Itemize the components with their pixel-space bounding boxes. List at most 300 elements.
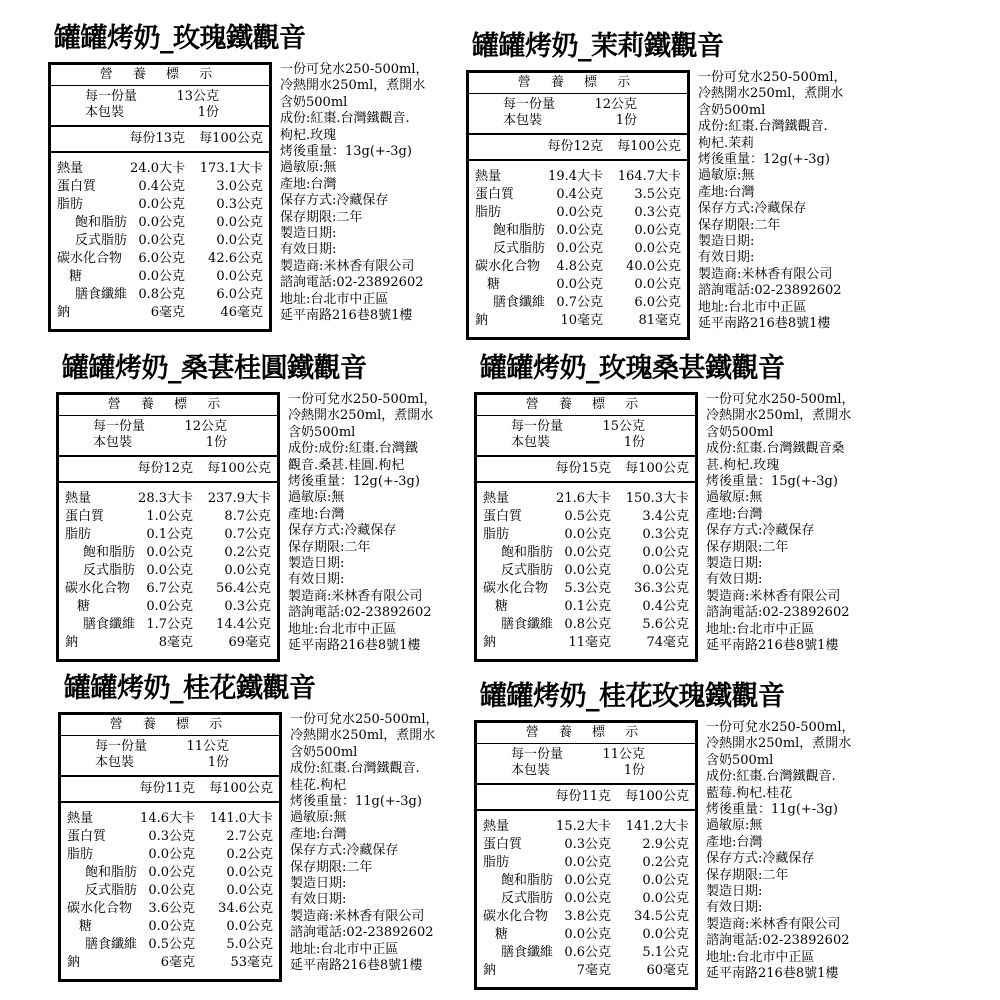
per-100g-value: 3.4公克 xyxy=(642,509,689,524)
info-line: 延平南路216巷8號1樓 xyxy=(706,966,839,982)
nutrient-row xyxy=(469,205,687,221)
divider xyxy=(51,125,269,127)
info-line: 成份:紅棗.台灣鐵觀音桑 xyxy=(706,441,845,457)
info-line: 過敏原:無 xyxy=(706,818,763,834)
info-line: 枸杞.茉莉 xyxy=(698,135,755,151)
divider xyxy=(469,93,687,94)
servings-value: 1份 xyxy=(197,105,219,120)
product-title: 罐罐烤奶_茉莉鐵觀音 xyxy=(472,31,724,62)
info-line: 保存方式:冷藏保存 xyxy=(280,193,389,209)
info-line: 保存方式:冷藏保存 xyxy=(698,201,807,217)
per-100g-value: 0.0公克 xyxy=(216,215,263,230)
divider xyxy=(61,801,279,803)
nutrient-row xyxy=(469,223,687,239)
nutrient-row xyxy=(61,883,279,899)
per-100g-value: 60毫克 xyxy=(646,963,689,978)
per-100g-value: 3.5公克 xyxy=(634,187,681,202)
per-serving-label: 每一份量 xyxy=(95,739,148,754)
info-line: 地址:台北市中正區 xyxy=(288,621,397,637)
package-label: 本包裝 xyxy=(511,435,551,450)
divider xyxy=(51,85,269,86)
nutrient-row xyxy=(59,617,277,633)
divider xyxy=(477,481,695,483)
divider xyxy=(51,151,269,153)
per-100g-value: 0.0公克 xyxy=(634,223,681,238)
per-serving-value: 6.7公克 xyxy=(146,581,193,596)
serving-size-value: 12公克 xyxy=(594,97,637,112)
per-serving-value: 0.0公克 xyxy=(564,527,611,542)
nutrition-header: 營 養 標 示 xyxy=(517,75,639,90)
info-line: 甚.枸杞.玫瑰 xyxy=(706,457,780,473)
package-label: 本包裝 xyxy=(511,763,551,778)
nutrient-name: 熱量 xyxy=(65,491,92,506)
divider xyxy=(61,775,279,777)
per-serving-value: 5.3公克 xyxy=(564,581,611,596)
per-serving-value: 3.6公克 xyxy=(148,901,195,916)
info-line: 製造商:米林香有限公司 xyxy=(706,588,841,604)
per-serving-value: 3.8公克 xyxy=(564,909,611,924)
nutrient-row xyxy=(477,909,695,925)
nutrient-name: 鈉 xyxy=(65,635,79,650)
per-100g-value: 0.3公克 xyxy=(216,197,263,212)
serving-size-value: 12公克 xyxy=(184,419,227,434)
nutrient-row xyxy=(61,829,279,845)
nutrient-row xyxy=(477,927,695,943)
per-serving-value: 0.0公克 xyxy=(564,545,611,560)
nutrient-row xyxy=(477,509,695,525)
per-100g-value: 237.9大卡 xyxy=(207,491,271,506)
nutrient-name: 蛋白質 xyxy=(65,509,105,524)
info-line: 延平南路216巷8號1樓 xyxy=(288,638,421,654)
per-100g-value: 40.0公克 xyxy=(626,259,681,274)
per-100g-value: 0.0公克 xyxy=(642,927,689,942)
nutrient-row xyxy=(469,169,687,185)
info-line: 烤後重量：13g(+-3g) xyxy=(280,144,412,160)
nutrient-name: 膳食纖維 xyxy=(501,945,554,960)
per-serving-value: 0.0公克 xyxy=(556,277,603,292)
per-100g-value: 164.7大卡 xyxy=(617,169,681,184)
serving-size-value: 11公克 xyxy=(602,747,645,762)
per-100g-value: 42.6公克 xyxy=(208,251,263,266)
per-serving-value: 6毫克 xyxy=(160,955,195,970)
nutrient-name: 飽和脂肪 xyxy=(501,545,554,560)
info-line: 烤後重量：12g(+-3g) xyxy=(288,474,420,490)
info-line: 一份可兌水250-500ml， xyxy=(698,70,847,85)
per-100g-column-header: 每100公克 xyxy=(617,139,681,154)
per-serving-value: 6毫克 xyxy=(150,305,185,320)
nutrient-row xyxy=(59,635,277,651)
nutrient-name: 飽和脂肪 xyxy=(83,545,136,560)
per-100g-value: 0.0公克 xyxy=(634,277,681,292)
per-serving-value: 0.0公克 xyxy=(148,883,195,898)
per-serving-value: 0.5公克 xyxy=(564,509,611,524)
per-serving-column-header: 每份12克 xyxy=(547,139,603,154)
info-line: 桂花.枸杞 xyxy=(290,777,347,793)
nutrient-row xyxy=(61,865,279,881)
nutrient-row xyxy=(51,287,269,303)
nutrient-name: 反式脂肪 xyxy=(501,891,554,906)
per-serving-value: 0.1公克 xyxy=(146,527,193,542)
info-line: 製造商:米林香有限公司 xyxy=(280,258,415,274)
info-line: 製造日期: xyxy=(288,556,345,572)
info-line: 有效日期: xyxy=(290,892,347,908)
servings-value: 1份 xyxy=(207,755,229,770)
nutrition-header: 營 養 標 示 xyxy=(109,717,231,732)
per-100g-value: 0.3公克 xyxy=(634,205,681,220)
info-line: 含奶500ml xyxy=(290,744,358,760)
info-line: 諮詢電話:02-23892602 xyxy=(280,275,424,291)
nutrient-row xyxy=(477,837,695,853)
per-100g-value: 173.1大卡 xyxy=(199,161,263,176)
info-line: 延平南路216巷8號1樓 xyxy=(290,958,423,974)
info-line: 一份可兌水250-500ml， xyxy=(288,392,437,407)
divider xyxy=(59,415,277,416)
per-100g-value: 141.0大卡 xyxy=(209,811,273,826)
per-serving-value: 7毫克 xyxy=(576,963,611,978)
info-line: 產地:台灣 xyxy=(280,176,337,192)
info-line: 保存期限:二年 xyxy=(288,539,371,555)
info-line: 諮詢電話:02-23892602 xyxy=(706,605,850,621)
nutrient-name: 飽和脂肪 xyxy=(501,873,554,888)
info-line: 保存期限:二年 xyxy=(698,217,781,233)
info-line: 有效日期: xyxy=(698,250,755,266)
nutrition-facts-box xyxy=(56,392,280,662)
nutrient-name: 碳水化合物 xyxy=(483,581,549,596)
info-line: 含奶500ml xyxy=(288,424,356,440)
info-line: 一份可兌水250-500ml， xyxy=(706,720,855,735)
info-line: 一份可兌水250-500ml， xyxy=(280,62,429,77)
per-serving-value: 8毫克 xyxy=(158,635,193,650)
per-serving-column-header: 每份11克 xyxy=(555,789,611,804)
nutrient-name: 脂肪 xyxy=(483,527,510,542)
per-serving-value: 0.0公克 xyxy=(564,891,611,906)
info-line: 過敏原:無 xyxy=(280,160,337,176)
nutrient-name: 鈉 xyxy=(67,955,81,970)
per-serving-value: 1.7公克 xyxy=(146,617,193,632)
nutrient-row xyxy=(477,635,695,651)
divider xyxy=(61,735,279,736)
nutrient-row xyxy=(51,197,269,213)
nutrient-name: 飽和脂肪 xyxy=(85,865,138,880)
nutrient-name: 糖 xyxy=(79,919,93,934)
nutrient-row xyxy=(51,305,269,321)
nutrient-row xyxy=(61,937,279,953)
nutrient-row xyxy=(477,599,695,615)
per-100g-value: 0.7公克 xyxy=(224,527,271,542)
divider xyxy=(477,809,695,811)
nutrient-name: 脂肪 xyxy=(65,527,92,542)
per-serving-value: 0.0公克 xyxy=(138,269,185,284)
per-serving-column-header: 每份13克 xyxy=(129,131,185,146)
per-serving-value: 0.0公克 xyxy=(146,599,193,614)
nutrient-row xyxy=(477,563,695,579)
nutrient-name: 熱量 xyxy=(483,819,510,834)
info-line: 保存期限:二年 xyxy=(706,867,789,883)
per-100g-value: 0.2公克 xyxy=(226,847,273,862)
per-serving-value: 0.8公克 xyxy=(138,287,185,302)
info-line: 成份:成份:紅棗.台灣鐵 xyxy=(288,441,418,457)
per-serving-value: 0.0公克 xyxy=(138,233,185,248)
per-100g-value: 0.2公克 xyxy=(224,545,271,560)
per-serving-label: 每一份量 xyxy=(503,97,556,112)
info-line: 製造商:米林香有限公司 xyxy=(290,908,425,924)
nutrition-panel-2 xyxy=(466,30,956,350)
nutrient-row xyxy=(61,811,279,827)
per-serving-value: 6.0公克 xyxy=(138,251,185,266)
per-serving-column-header: 每份12克 xyxy=(137,461,193,476)
info-line: 地址:台北市中正區 xyxy=(706,949,815,965)
nutrient-row xyxy=(59,491,277,507)
info-line: 冷熱開水250ml，煮開水 xyxy=(288,408,434,424)
info-line: 冷熱開水250ml，煮開水 xyxy=(290,728,436,744)
per-serving-value: 19.4大卡 xyxy=(548,169,603,184)
per-100g-value: 3.0公克 xyxy=(216,179,263,194)
per-serving-value: 15.2大卡 xyxy=(556,819,611,834)
per-100g-value: 0.0公克 xyxy=(226,919,273,934)
per-100g-value: 0.0公克 xyxy=(224,563,271,578)
info-line: 成份:紅棗.台灣鐵觀音. xyxy=(698,119,828,135)
nutrient-name: 鈉 xyxy=(483,635,497,650)
info-line: 地址:台北市中正區 xyxy=(706,621,815,637)
info-line: 成份:紅棗.台灣鐵觀音. xyxy=(706,769,836,785)
product-title: 罐罐烤奶_桂花鐵觀音 xyxy=(64,673,316,704)
info-line: 有效日期: xyxy=(280,242,337,258)
per-100g-value: 74毫克 xyxy=(646,635,689,650)
per-100g-column-header: 每100公克 xyxy=(199,131,263,146)
nutrition-facts-box xyxy=(48,62,272,332)
per-serving-value: 0.0公克 xyxy=(148,919,195,934)
info-line: 產地:台灣 xyxy=(288,506,345,522)
per-100g-value: 14.4公克 xyxy=(216,617,271,632)
nutrient-name: 蛋白質 xyxy=(483,837,523,852)
nutrient-row xyxy=(51,233,269,249)
info-line: 產地:台灣 xyxy=(290,826,347,842)
nutrient-name: 膳食纖維 xyxy=(493,295,546,310)
info-line: 製造日期: xyxy=(706,556,763,572)
nutrient-row xyxy=(477,945,695,961)
nutrient-name: 碳水化合物 xyxy=(57,251,123,266)
per-100g-value: 0.0公克 xyxy=(642,891,689,906)
info-line: 烤後重量：11g(+-3g) xyxy=(706,802,838,818)
nutrient-name: 熱量 xyxy=(67,811,94,826)
nutrition-facts-box xyxy=(466,70,690,340)
info-line: 一份可兌水250-500ml， xyxy=(290,712,439,727)
info-line: 烤後重量：15g(+-3g) xyxy=(706,474,838,490)
per-serving-value: 0.4公克 xyxy=(556,187,603,202)
divider xyxy=(469,159,687,161)
per-100g-value: 150.3大卡 xyxy=(625,491,689,506)
per-100g-value: 5.1公克 xyxy=(642,945,689,960)
per-serving-column-header: 每份15克 xyxy=(555,461,611,476)
nutrient-row xyxy=(477,891,695,907)
nutrient-row xyxy=(59,527,277,543)
info-line: 地址:台北市中正區 xyxy=(698,299,807,315)
servings-value: 1份 xyxy=(623,763,645,778)
per-100g-value: 0.0公克 xyxy=(216,233,263,248)
per-100g-value: 0.0公克 xyxy=(226,865,273,880)
per-100g-value: 141.2大卡 xyxy=(625,819,689,834)
nutrient-row xyxy=(469,313,687,329)
nutrient-name: 糖 xyxy=(77,599,91,614)
product-info xyxy=(706,720,964,983)
nutrient-row xyxy=(469,259,687,275)
product-title: 罐罐烤奶_桂花玫瑰鐵觀音 xyxy=(480,681,785,712)
product-title: 罐罐烤奶_玫瑰鐵觀音 xyxy=(54,23,306,54)
info-line: 有效日期: xyxy=(706,900,763,916)
serving-size-value: 13公克 xyxy=(176,89,219,104)
info-line: 冷熱開水250ml，煮開水 xyxy=(698,86,844,102)
nutrient-name: 反式脂肪 xyxy=(83,563,136,578)
per-100g-value: 36.3公克 xyxy=(634,581,689,596)
info-line: 有效日期: xyxy=(706,572,763,588)
nutrient-name: 鈉 xyxy=(475,313,489,328)
nutrient-name: 膳食纖維 xyxy=(83,617,136,632)
per-100g-value: 0.2公克 xyxy=(642,855,689,870)
info-line: 觀音.桑甚.桂圓.枸杞 xyxy=(288,457,405,473)
per-100g-value: 0.3公克 xyxy=(642,527,689,542)
nutrient-name: 鈉 xyxy=(483,963,497,978)
per-serving-value: 0.3公克 xyxy=(564,837,611,852)
serving-size-value: 15公克 xyxy=(602,419,645,434)
package-label: 本包裝 xyxy=(95,755,135,770)
per-serving-value: 10毫克 xyxy=(560,313,603,328)
nutrient-name: 熱量 xyxy=(483,491,510,506)
info-line: 產地:台灣 xyxy=(698,184,755,200)
nutrient-name: 脂肪 xyxy=(57,197,84,212)
info-line: 延平南路216巷8號1樓 xyxy=(706,638,839,654)
nutrition-panel-4 xyxy=(474,352,964,672)
nutrition-header: 營 養 標 示 xyxy=(525,397,647,412)
nutrient-row xyxy=(469,277,687,293)
nutrient-row xyxy=(477,963,695,979)
nutrient-name: 反式脂肪 xyxy=(501,563,554,578)
nutrient-name: 碳水化合物 xyxy=(475,259,541,274)
package-label: 本包裝 xyxy=(85,105,125,120)
nutrient-row xyxy=(51,161,269,177)
package-label: 本包裝 xyxy=(93,435,133,450)
per-serving-value: 0.0公克 xyxy=(556,241,603,256)
per-serving-value: 0.0公克 xyxy=(556,205,603,220)
per-serving-value: 0.7公克 xyxy=(556,295,603,310)
nutrient-row xyxy=(477,855,695,871)
nutrient-name: 脂肪 xyxy=(67,847,94,862)
divider xyxy=(59,455,277,457)
nutrient-row xyxy=(61,955,279,971)
info-line: 過敏原:無 xyxy=(290,810,347,826)
nutrient-name: 碳水化合物 xyxy=(483,909,549,924)
nutrient-name: 蛋白質 xyxy=(475,187,515,202)
nutrition-header: 營 養 標 示 xyxy=(99,67,221,82)
per-serving-value: 0.1公克 xyxy=(564,599,611,614)
nutrition-panel-3 xyxy=(56,352,549,672)
per-100g-column-header: 每100公克 xyxy=(209,781,273,796)
per-100g-value: 0.0公克 xyxy=(634,241,681,256)
nutrient-name: 反式脂肪 xyxy=(75,233,128,248)
info-line: 諮詢電話:02-23892602 xyxy=(698,283,842,299)
per-serving-value: 0.0公克 xyxy=(564,873,611,888)
nutrient-row xyxy=(59,599,277,615)
info-line: 成份:紅棗.台灣鐵觀音. xyxy=(290,761,420,777)
nutrient-row xyxy=(59,509,277,525)
nutrient-row xyxy=(61,847,279,863)
nutrient-row xyxy=(469,187,687,203)
nutrition-header: 營 養 標 示 xyxy=(525,725,647,740)
info-line: 藍莓.枸杞.桂花 xyxy=(706,785,793,801)
divider xyxy=(469,133,687,135)
info-line: 含奶500ml xyxy=(706,424,774,440)
product-title: 罐罐烤奶_桑葚桂圓鐵觀音 xyxy=(62,353,367,384)
info-line: 保存方式:冷藏保存 xyxy=(706,523,815,539)
nutrition-panel-1 xyxy=(48,22,541,342)
nutrient-name: 碳水化合物 xyxy=(67,901,133,916)
per-100g-value: 0.3公克 xyxy=(224,599,271,614)
per-100g-value: 69毫克 xyxy=(228,635,271,650)
per-100g-value: 6.0公克 xyxy=(216,287,263,302)
info-line: 一份可兌水250-500ml， xyxy=(706,392,855,407)
nutrient-name: 膳食纖維 xyxy=(501,617,554,632)
nutrient-row xyxy=(477,581,695,597)
nutrient-row xyxy=(59,581,277,597)
nutrition-facts-box xyxy=(58,712,282,982)
nutrient-row xyxy=(51,269,269,285)
product-info xyxy=(698,70,956,333)
info-line: 成份:紅棗.台灣鐵觀音. xyxy=(280,111,410,127)
per-serving-value: 0.5公克 xyxy=(148,937,195,952)
servings-value: 1份 xyxy=(205,435,227,450)
divider xyxy=(477,455,695,457)
info-line: 保存期限:二年 xyxy=(290,859,373,875)
info-line: 過敏原:無 xyxy=(706,490,763,506)
nutrient-name: 反式脂肪 xyxy=(85,883,138,898)
nutrient-row xyxy=(51,251,269,267)
nutrient-row xyxy=(51,215,269,231)
per-serving-label: 每一份量 xyxy=(85,89,138,104)
info-line: 冷熱開水250ml，煮開水 xyxy=(706,736,852,752)
divider xyxy=(477,783,695,785)
nutrient-name: 飽和脂肪 xyxy=(75,215,128,230)
nutrient-name: 脂肪 xyxy=(483,855,510,870)
per-serving-value: 0.0公克 xyxy=(148,865,195,880)
divider xyxy=(477,743,695,744)
info-line: 烤後重量：12g(+-3g) xyxy=(698,152,830,168)
per-100g-value: 2.7公克 xyxy=(226,829,273,844)
per-100g-value: 0.0公克 xyxy=(216,269,263,284)
divider xyxy=(477,415,695,416)
per-serving-value: 4.8公克 xyxy=(556,259,603,274)
info-line: 含奶500ml xyxy=(698,102,766,118)
per-serving-value: 0.0公克 xyxy=(146,563,193,578)
per-serving-label: 每一份量 xyxy=(93,419,146,434)
per-serving-value: 0.3公克 xyxy=(148,829,195,844)
nutrient-row xyxy=(61,901,279,917)
info-line: 烤後重量：11g(+-3g) xyxy=(290,794,422,810)
info-line: 過敏原:無 xyxy=(698,168,755,184)
per-100g-value: 6.0公克 xyxy=(634,295,681,310)
per-serving-value: 28.3大卡 xyxy=(138,491,193,506)
info-line: 延平南路216巷8號1樓 xyxy=(698,316,831,332)
nutrient-name: 糖 xyxy=(495,927,509,942)
per-100g-value: 5.0公克 xyxy=(226,937,273,952)
info-line: 產地:台灣 xyxy=(706,506,763,522)
per-serving-value: 0.0公克 xyxy=(564,563,611,578)
info-line: 保存方式:冷藏保存 xyxy=(706,851,815,867)
per-100g-value: 0.0公克 xyxy=(642,545,689,560)
info-line: 製造日期: xyxy=(290,876,347,892)
nutrient-name: 糖 xyxy=(69,269,83,284)
info-line: 過敏原:無 xyxy=(288,490,345,506)
per-serving-value: 0.8公克 xyxy=(564,617,611,632)
per-serving-value: 0.0公克 xyxy=(146,545,193,560)
